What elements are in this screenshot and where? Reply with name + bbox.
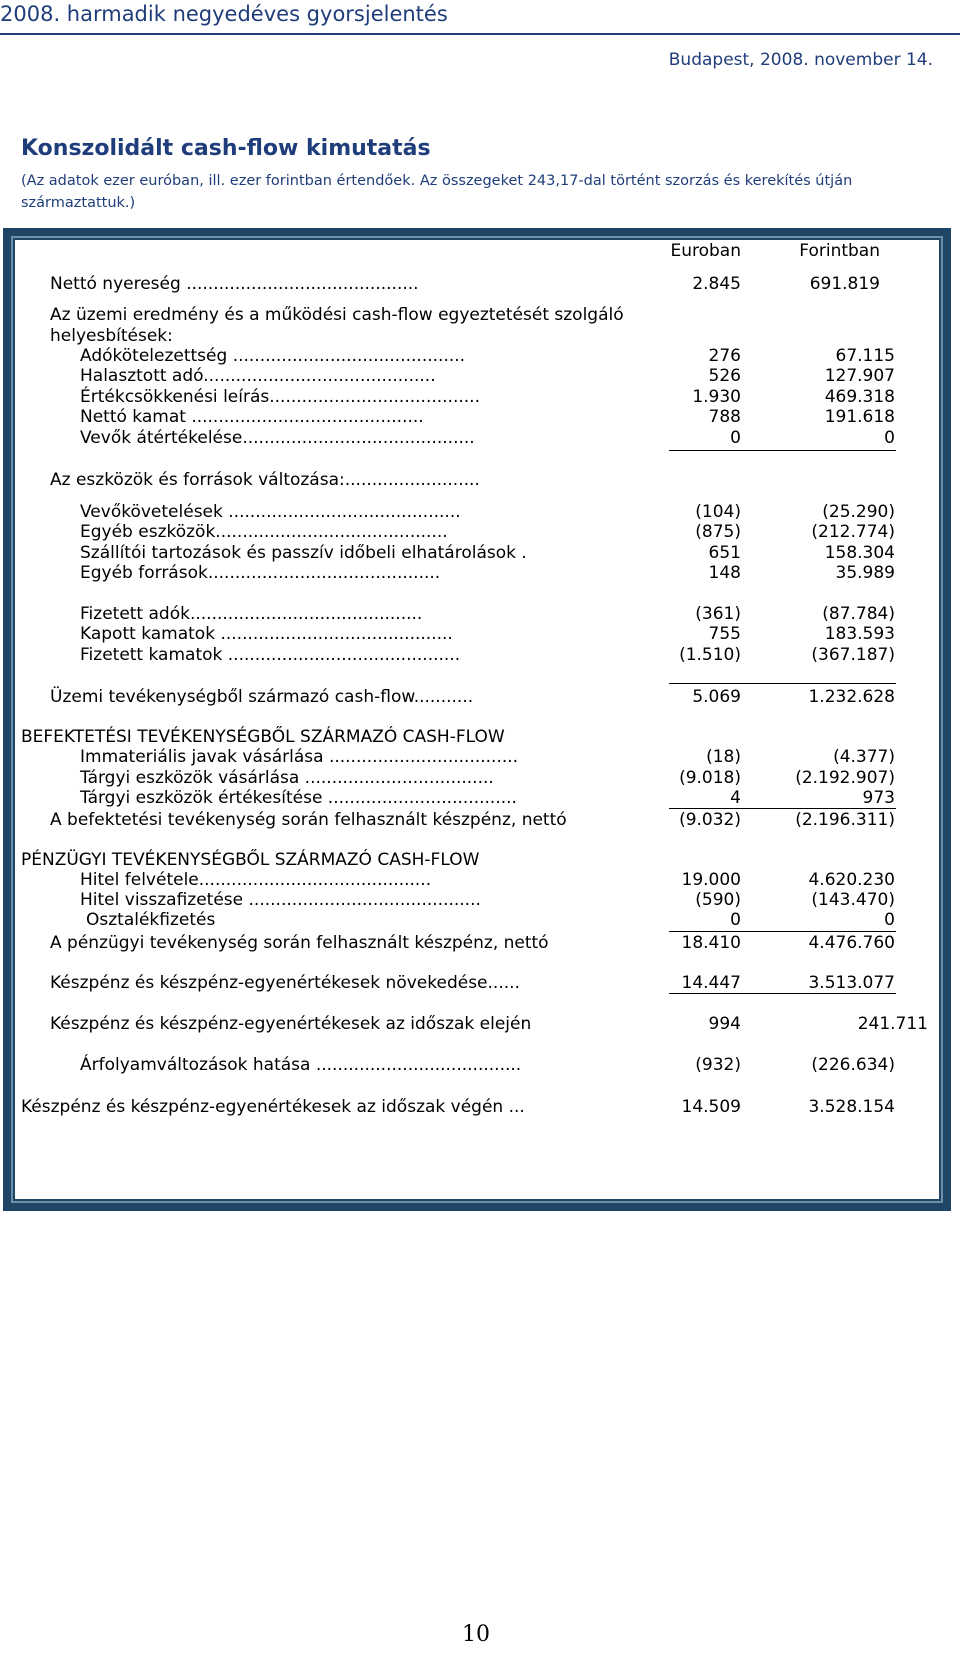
row-value-huf: (367.187): [811, 645, 895, 665]
row-value-huf: (212.774): [811, 522, 895, 542]
table-row: [0, 521, 960, 543]
row-value-huf: (226.634): [811, 1055, 895, 1075]
row-value-huf: (87.784): [822, 604, 895, 624]
table-row: [0, 603, 960, 625]
column-header-huf: Forintban: [799, 241, 880, 261]
row-value-huf: 127.907: [824, 366, 895, 386]
table-row: [0, 869, 960, 891]
row-value-huf: 191.618: [824, 407, 895, 427]
table-row: [0, 623, 960, 645]
row-label: Az eszközök és források változása:.........................: [50, 470, 480, 490]
row-label: Halasztott adó...........................................: [80, 366, 436, 386]
row-value-eur: 0: [730, 428, 741, 448]
row-label: Egyéb eszközök...........................................: [80, 522, 448, 542]
table-row: [0, 406, 960, 428]
table-row: [0, 1054, 960, 1076]
row-label: Vevőkövetelések ...........................................: [80, 502, 461, 522]
row-value-huf: 0: [884, 910, 895, 930]
table-row: [0, 1013, 960, 1035]
section-title: Konszolidált cash-flow kimutatás: [21, 136, 431, 161]
row-value-huf: 3.528.154: [808, 1097, 895, 1117]
row-value-eur: 994: [708, 1014, 741, 1034]
row-value-huf: (143.470): [811, 890, 895, 910]
section-heading: PÉNZÜGYI TEVÉKENYSÉGBŐL SZÁRMAZÓ CASH-FLOW: [21, 850, 480, 870]
column-header-eur: Euroban: [670, 241, 741, 261]
table-row: [0, 787, 960, 809]
document-title: 2008. harmadik negyedéves gyorsjelentés: [0, 2, 448, 26]
row-value-eur: (875): [695, 522, 741, 542]
row-value-huf: 973: [862, 788, 895, 808]
table-row: [0, 767, 960, 789]
table-row: [0, 909, 960, 931]
table-row: [0, 849, 960, 871]
row-value-huf: 183.593: [824, 624, 895, 644]
table-row: [0, 365, 960, 387]
row-value-huf: 691.819: [809, 274, 880, 294]
row-value-huf: (2.192.907): [795, 768, 895, 788]
row-label: A befektetési tevékenység során felhasznált készpénz, nettó: [50, 810, 567, 830]
row-label: Kapott kamatok ...........................................: [80, 624, 453, 644]
table-row: [0, 686, 960, 708]
table-row: [0, 542, 960, 564]
row-value-huf: 4.620.230: [808, 870, 895, 890]
row-value-eur: 14.509: [681, 1097, 741, 1117]
row-label: Az üzemi eredmény és a működési cash-flow egyeztetését szolgáló: [50, 305, 624, 325]
table-row: [0, 469, 960, 491]
row-value-eur: (9.018): [679, 768, 741, 788]
column-header-row: [0, 240, 960, 262]
row-value-eur: (1.510): [679, 645, 741, 665]
subtotal-rule: [669, 683, 896, 684]
row-value-huf: 241.711: [857, 1014, 928, 1034]
row-label: Egyéb források...........................................: [80, 563, 441, 583]
row-value-eur: (361): [695, 604, 741, 624]
row-label: Üzemi tevékenységből származó cash-flow...........: [50, 687, 474, 707]
row-value-eur: (932): [695, 1055, 741, 1075]
table-row: [0, 304, 960, 326]
row-label: Immateriális javak vásárlása ...................................: [80, 747, 519, 767]
row-label: Hitel visszafizetése ...........................................: [80, 890, 481, 910]
row-value-eur: (9.032): [679, 810, 741, 830]
row-label: Vevők átértékelése...........................................: [80, 428, 475, 448]
row-label: Szállítói tartozások és passzív időbeli elhatárolások .: [80, 543, 527, 563]
row-value-eur: 18.410: [681, 933, 741, 953]
table-row: [0, 273, 960, 295]
row-value-eur: (18): [706, 747, 741, 767]
row-label: Nettó nyereség ...........................................: [50, 274, 419, 294]
row-label: Értékcsökkenési leírás.......................................: [80, 387, 480, 407]
row-value-eur: 651: [708, 543, 741, 563]
row-label: Árfolyamváltozások hatása ......................................: [80, 1055, 522, 1075]
row-value-huf: (25.290): [822, 502, 895, 522]
row-value-eur: 526: [708, 366, 741, 386]
row-value-eur: 14.447: [681, 973, 741, 993]
row-value-huf: (2.196.311): [795, 810, 895, 830]
table-row: [0, 809, 960, 831]
row-value-eur: 0: [730, 910, 741, 930]
row-value-huf: 3.513.077: [808, 973, 895, 993]
table-row: [0, 1096, 960, 1118]
row-value-huf: 1.232.628: [808, 687, 895, 707]
table-row: [0, 889, 960, 911]
row-label: Tárgyi eszközök vásárlása ...................................: [80, 768, 494, 788]
document-date: Budapest, 2008. november 14.: [668, 50, 933, 70]
row-label: Készpénz és készpénz-egyenértékesek növekedése......: [50, 973, 520, 993]
table-row: [0, 644, 960, 666]
table-row: [0, 972, 960, 994]
row-value-eur: 1.930: [692, 387, 741, 407]
table-row: [0, 746, 960, 768]
row-value-eur: 148: [708, 563, 741, 583]
row-label: Fizetett kamatok ...........................................: [80, 645, 461, 665]
table-row: [0, 501, 960, 523]
row-value-eur: 5.069: [692, 687, 741, 707]
row-label: Tárgyi eszközök értékesítése ...................................: [80, 788, 517, 808]
row-value-eur: 788: [708, 407, 741, 427]
row-value-huf: 158.304: [824, 543, 895, 563]
row-value-huf: 35.989: [835, 563, 895, 583]
row-value-huf: 67.115: [835, 346, 895, 366]
row-value-eur: 19.000: [681, 870, 741, 890]
table-row: [0, 562, 960, 584]
row-label: Osztalékfizetés: [86, 910, 216, 930]
row-value-eur: 2.845: [692, 274, 741, 294]
row-value-eur: (104): [695, 502, 741, 522]
row-value-huf: 4.476.760: [808, 933, 895, 953]
table-row: [0, 325, 960, 347]
row-value-eur: (590): [695, 890, 741, 910]
section-heading: BEFEKTETÉSI TEVÉKENYSÉGBŐL SZÁRMAZÓ CASH-FLOW: [21, 727, 505, 747]
row-label: Készpénz és készpénz-egyenértékesek az időszak elején: [50, 1014, 532, 1034]
row-label: helyesbítések:: [50, 326, 173, 346]
subtotal-rule: [669, 993, 896, 994]
units-note: (Az adatok ezer euróban, ill. ezer forintban értendőek. Az összegeket 243,17-dal történt szorzás és kerekítés útján származtattuk.): [21, 173, 853, 211]
row-value-huf: 469.318: [824, 387, 895, 407]
table-row: [0, 726, 960, 748]
page-number: 10: [462, 1622, 490, 1647]
row-value-eur: 4: [730, 788, 741, 808]
row-label: A pénzügyi tevékenység során felhasznált készpénz, nettó: [50, 933, 549, 953]
subtotal-rule: [669, 450, 896, 451]
table-row: [0, 345, 960, 367]
table-row: [0, 386, 960, 408]
row-label: Készpénz és készpénz-egyenértékesek az időszak végén ...: [21, 1097, 525, 1117]
row-label: Nettó kamat ...........................................: [80, 407, 424, 427]
table-row: [0, 427, 960, 449]
row-value-huf: (4.377): [833, 747, 895, 767]
row-label: Fizetett adók...........................................: [80, 604, 423, 624]
table-row: [0, 932, 960, 954]
row-value-eur: 276: [708, 346, 741, 366]
row-value-huf: 0: [884, 428, 895, 448]
row-label: Adókötelezettség ...........................................: [80, 346, 466, 366]
row-value-eur: 755: [708, 624, 741, 644]
row-label: Hitel felvétele...........................................: [80, 870, 432, 890]
